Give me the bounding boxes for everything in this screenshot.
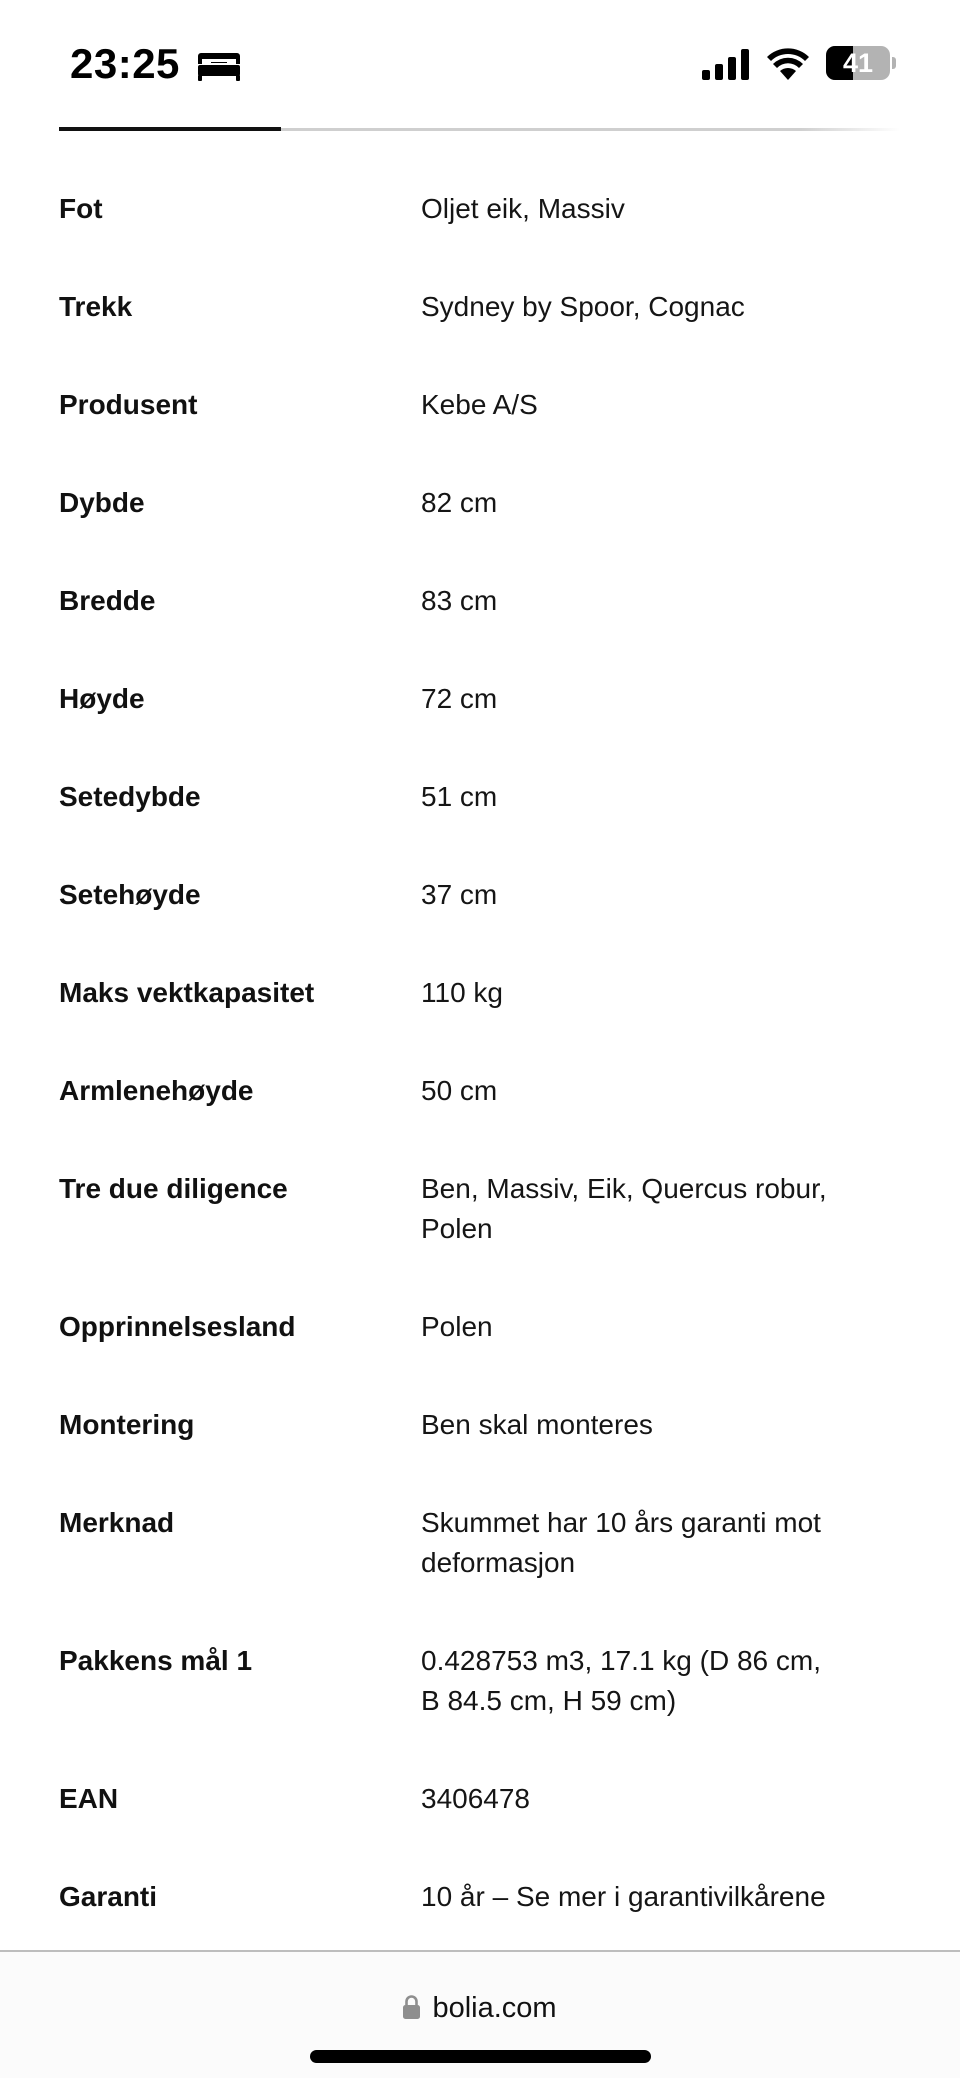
spec-value: 110 kg: [421, 977, 503, 1008]
bed-icon: [197, 51, 241, 81]
spec-label: Opprinnelsesland: [59, 1311, 296, 1342]
spec-row: [0, 1484, 960, 1622]
spec-row: [0, 758, 960, 856]
spec-value: Sydney by Spoor, Cognac: [421, 291, 745, 322]
spec-label: Setedybde: [59, 781, 201, 812]
spec-row: [0, 1858, 960, 1956]
spec-row: [0, 1386, 960, 1484]
spec-row: [0, 1288, 960, 1386]
spec-label: EAN: [59, 1783, 119, 1814]
spec-label: Trekk: [59, 291, 133, 322]
spec-label: Garanti: [59, 1881, 158, 1912]
spec-label: Montering: [59, 1409, 195, 1440]
spec-value: 37 cm: [421, 879, 498, 910]
spec-label: Bredde: [59, 585, 156, 616]
specification-list: [0, 170, 960, 1956]
spec-value: 50 cm: [421, 1075, 498, 1106]
spec-label: Produsent: [59, 389, 198, 420]
battery-percent: 41: [842, 48, 874, 78]
spec-row: [0, 954, 960, 1052]
spec-row: [0, 1052, 960, 1150]
spec-value: Oljet eik, Massiv: [421, 193, 625, 224]
url-text[interactable]: bolia.com: [432, 1992, 557, 2024]
lock-icon: [403, 1995, 420, 2019]
spec-label: Maks vektkapasitet: [59, 977, 315, 1008]
tab-indicator-active[interactable]: [59, 127, 281, 131]
spec-label: Pakkens mål 1: [59, 1645, 253, 1676]
spec-value: 0.428753 m3, 17.1 kg (D 86 cm, B 84.5 cm, H 59 cm): [421, 1645, 821, 1716]
browser-address-bar[interactable]: [0, 1950, 960, 2078]
spec-label: Setehøyde: [59, 879, 201, 910]
wifi-icon: [767, 46, 809, 80]
spec-value: 3406478: [421, 1783, 531, 1814]
spec-value: Kebe A/S: [421, 389, 538, 420]
spec-row: [0, 464, 960, 562]
spec-row: [0, 856, 960, 954]
spec-value: 72 cm: [421, 683, 498, 714]
spec-value: Polen: [421, 1311, 493, 1342]
spec-value: Ben skal monteres: [421, 1409, 653, 1440]
spec-value: Skummet har 10 års garanti mot deformasjon: [421, 1507, 821, 1578]
spec-label: Dybde: [59, 487, 145, 518]
spec-label: Armlenehøyde: [59, 1075, 254, 1106]
cellular-signal-icon: [702, 48, 750, 80]
spec-value: Ben, Massiv, Eik, Quercus robur, Polen: [421, 1173, 827, 1244]
spec-value-warranty-link[interactable]: 10 år – Se mer i garantivilkårene: [421, 1881, 826, 1912]
spec-label: Tre due diligence: [59, 1173, 288, 1204]
spec-value: 51 cm: [421, 781, 498, 812]
spec-row: [0, 562, 960, 660]
spec-row: [0, 366, 960, 464]
spec-row: [0, 268, 960, 366]
status-bar: [0, 0, 960, 120]
spec-label: Merknad: [59, 1507, 175, 1538]
spec-label: Fot: [59, 193, 103, 224]
spec-value: 83 cm: [421, 585, 498, 616]
spec-row: [0, 1150, 960, 1288]
battery-indicator: [826, 46, 896, 80]
spec-row: [0, 660, 960, 758]
status-time: 23:25: [70, 40, 180, 87]
home-indicator[interactable]: [310, 2050, 651, 2063]
spec-label: Høyde: [59, 683, 145, 714]
spec-value: 82 cm: [421, 487, 498, 518]
spec-row: [0, 170, 960, 268]
spec-row: [0, 1760, 960, 1858]
spec-row: [0, 1622, 960, 1760]
